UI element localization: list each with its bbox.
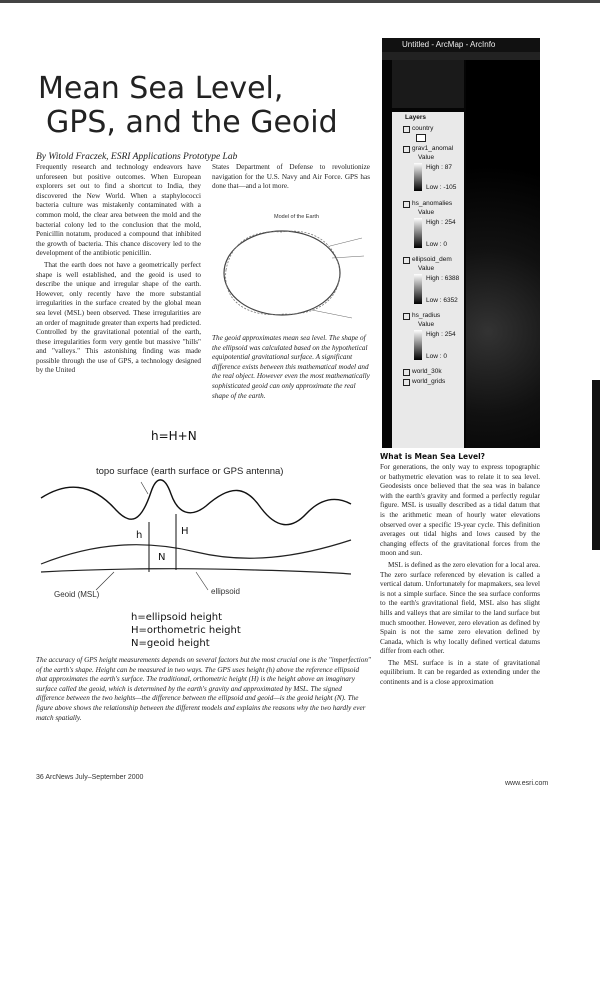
layer-name[interactable]: hs_anomalies: [412, 200, 453, 207]
legend-high: High : 87: [426, 164, 453, 171]
article-column-1: [36, 163, 201, 448]
legend-label: Value: [418, 154, 435, 161]
paragraph: MSL is defined as the zero elevation for a local area. The zero surface referenced by elevation is called a vertical datum. Unfortunately for mapmakers, sea level is not a simple surface. Since the sea surface conforms to the earth's gravitational field, MSL also has slight hills and valleys that are similar to the land surface but much smoother. However, zero elevation as defined by Spain is not the same zero elevation defined by Canada, which is why locally defined vertical datums differ from each other.: [380, 560, 540, 656]
arcmap-menu-bar[interactable]: [382, 52, 540, 60]
legend-high: High : 6388: [426, 275, 460, 282]
geoid-label: Geoid (MSL): [54, 590, 100, 599]
label-H: H: [181, 526, 189, 537]
layers-group[interactable]: Layers: [405, 114, 426, 121]
map-display[interactable]: [466, 60, 540, 448]
page-top-rule: [0, 0, 600, 3]
legend-N: N=geoid height: [131, 638, 210, 649]
layer-name[interactable]: grav1_anomal: [412, 145, 454, 152]
paragraph: That the earth does not have a geometrically perfect shape is well established, and the geoid is used to describe the unique and irregular shape of the earth. However, only recently have the more substantial irregularities in the surface created by the global mean sea level (MSL) been observed. These irregularities are an order of magnitude greater than experts had predicted. Controlled by the gravitational potential of the earth, these irregularities form very gentle but massive "hills" and "valleys." This astonishing finding was made possible through the use of GPS, a technology designed by the United: [36, 260, 201, 375]
footer-right: www.esri.com: [505, 780, 549, 787]
legend-high: High : 254: [426, 331, 456, 338]
earth-model-caption: The geoid approximates mean sea level. The shape of the ellipsoid was calculated based on the hypothetical equipotential gravitational surface. A significant difference exists between this mathematical model and the real object. However even the most mathematically sophisticated geoid can only approximate the real shape of the earth.: [212, 334, 370, 400]
legend-label: Value: [418, 265, 435, 272]
paragraph: Frequently research and technology endeavors have unforeseen but positive outcomes. When European explorers set out to find a shortcut to India, they discovered the New World. When a staphylococci bacteria culture was mistakenly contaminated with a common mold, the clear area between the mold and the bacterial colony led to the conclusion that the mold, Penicillin notatum, produced a compound that inhibited the growth of bacteria. This chance discovery led to the development of the antibiotic penicillin.: [36, 163, 201, 258]
label-h: h: [136, 530, 143, 541]
arcmap-title-bar: Untitled - ArcMap - ArcInfo: [382, 38, 540, 52]
geoid-shape: [226, 231, 340, 314]
ellipsoid-shape: [224, 231, 340, 315]
layer-checkbox[interactable]: [403, 379, 410, 386]
arcmap-toolbar[interactable]: [392, 60, 464, 108]
label-N: N: [158, 552, 166, 563]
article-column-2: [212, 163, 370, 194]
layer-checkbox[interactable]: [403, 313, 410, 320]
callout-line: [330, 238, 362, 246]
legend-low: Low : 0: [426, 353, 447, 360]
article-title: [38, 72, 368, 140]
formula: h=H+N: [151, 429, 197, 443]
title-line-1: Mean Sea Level,: [38, 71, 284, 106]
layer-name[interactable]: ellipsoid_dem: [412, 256, 452, 263]
scan-edge: [592, 380, 600, 550]
ellipsoid-pointer: [196, 572, 208, 590]
layer-name[interactable]: country: [412, 125, 434, 132]
layer-checkbox[interactable]: [403, 126, 410, 133]
byline: By Witold Fraczek, ESRI Applications Prototype Lab: [36, 152, 238, 162]
layer-checkbox[interactable]: [403, 201, 410, 208]
geoid-pointer: [96, 572, 114, 590]
layer-checkbox[interactable]: [403, 257, 410, 264]
height-diagram-caption: The accuracy of GPS height measurements depends on several factors but the most crucial one is the "imperfection" of the earth's shape. Height can be measured in two ways. The GPS uses height (h) above the reference ellipsoid that approximates the earth's surface. The traditional, orthometric height (H) is the height above an imaginary surface called the geoid, which is determined by the earth's gravity and approximated by MSL. The signed difference between the two heights—the difference between the ellipsoid and geoid—is the geoid height (N). The figure above shows the relationship between the different models and explains the reasons why the two hardly ever match spatially.: [36, 656, 371, 722]
legend-H: H=orthometric height: [131, 625, 241, 636]
legend-label: Value: [418, 321, 435, 328]
callout-line: [332, 256, 364, 258]
paragraph: For generations, the only way to express topographic or bathymetric elevation was to relate it to sea level. Geodesists once believed that the sea was in balance with the earth's gravity and formed a perfectly regular figure. MSL is usually described as a tidal datum that is the arithmetic mean of hourly water elevations observed over a specific 19-year cycle. This definition averages out tidal highs and lows caused by the changing effects of the gravitational forces from the moon and sun.: [380, 463, 540, 558]
title-line-2: GPS, and the Geoid: [46, 105, 338, 140]
sidebar-column: [380, 463, 540, 773]
layer-name[interactable]: world_30k: [412, 368, 442, 375]
legend-h: h=ellipsoid height: [131, 612, 223, 623]
layer-name[interactable]: world_grids: [412, 378, 446, 385]
ellipsoid-line: [41, 569, 351, 574]
color-ramp: [414, 274, 422, 304]
ellipsoid-label: ellipsoid: [211, 587, 240, 596]
layer-symbol: [416, 134, 426, 142]
footer-left: 36 ArcNews July–September 2000: [36, 774, 144, 781]
legend-label: Value: [418, 209, 435, 216]
layer-checkbox[interactable]: [403, 146, 410, 153]
color-ramp: [414, 218, 422, 248]
legend-low: Low : 6352: [426, 297, 458, 304]
topo-label: topo surface (earth surface or GPS antenna): [96, 466, 284, 477]
color-ramp: [414, 330, 422, 360]
paragraph: States Department of Defense to revolutionize navigation for the U.S. Navy and Air Force. GPS has done that—and a lot more.: [212, 163, 370, 191]
height-diagram: [36, 422, 376, 652]
legend-high: High : 254: [426, 219, 456, 226]
layer-checkbox[interactable]: [403, 369, 410, 376]
topo-surface-line: [41, 480, 351, 525]
sidebar-heading: What is Mean Sea Level?: [380, 452, 485, 461]
layer-name[interactable]: hs_radius: [412, 312, 441, 319]
earth-model-figure: [212, 208, 372, 330]
callout-line: [312, 310, 352, 318]
topo-pointer: [141, 482, 148, 494]
earth-model-label: Model of the Earth: [274, 214, 319, 220]
legend-low: Low : -105: [426, 184, 457, 191]
color-ramp: [414, 163, 422, 191]
geoid-line: [41, 540, 351, 564]
legend-low: Low : 0: [426, 241, 447, 248]
paragraph: The MSL surface is in a state of gravitational equilibrium. It can be regarded as extending under the continents and is a close approximation: [380, 658, 540, 687]
